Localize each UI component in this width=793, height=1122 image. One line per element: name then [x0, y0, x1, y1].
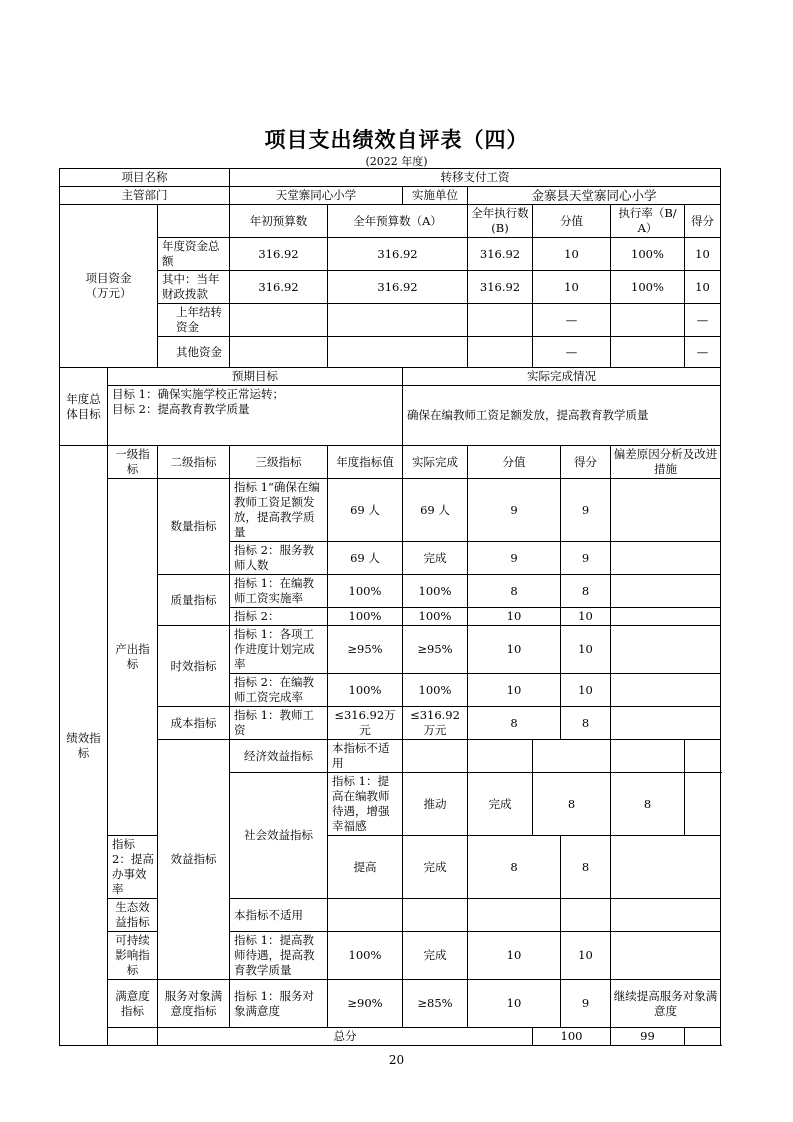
funds-header-annual: 全年预算数（A）	[328, 205, 468, 238]
indicator-actual: 100%	[403, 674, 468, 707]
indicator-text: 本指标不适用	[230, 899, 328, 932]
indicator-actual: 100%	[403, 608, 468, 626]
row-quality-1	[60, 575, 721, 608]
indicator-target	[403, 740, 468, 773]
indicator-actual: 完成	[468, 773, 533, 836]
level2-sustainable: 可持续影响指标	[108, 932, 158, 980]
perf-header-level2: 二级指标	[158, 446, 230, 479]
level2-timeliness: 时效指标	[158, 626, 230, 707]
indicator-text: 指标 1：提高教师待遇，提高教育教学质量	[230, 932, 328, 980]
indicator-value: 10	[468, 980, 561, 1028]
funds-executed	[468, 304, 533, 337]
indicator-value: 8	[468, 707, 561, 740]
total-note	[685, 1028, 721, 1046]
funds-header-rate: 执行率（B/A）	[611, 205, 685, 238]
perf-header-target: 年度指标值	[328, 446, 403, 479]
indicator-actual: 完成	[403, 542, 468, 575]
indicator-target: 100%	[328, 575, 403, 608]
level2-quality: 质量指标	[158, 575, 230, 626]
goals-expected-header: 预期目标	[108, 368, 403, 386]
dept-label: 主管部门	[60, 187, 230, 205]
indicator-note	[685, 773, 721, 836]
funds-executed: 316.92	[468, 238, 533, 271]
funds-row-label: 其中：当年财政拨款	[158, 271, 230, 304]
indicator-score	[561, 899, 611, 932]
row-funds-fiscal	[60, 271, 721, 304]
indicator-note	[611, 707, 721, 740]
indicator-value: 9	[468, 542, 561, 575]
goals-label: 年度总体目标	[60, 368, 108, 446]
unit-value: 金寨县天堂寨同心小学	[468, 187, 721, 205]
unit-label: 实施单位	[403, 187, 468, 205]
indicator-target: ≥95%	[328, 626, 403, 674]
indicator-note	[611, 575, 721, 608]
indicator-text: 指标 1“确保在编教师工资足额发放，提高教学质量	[230, 479, 328, 542]
indicator-actual: 100%	[403, 575, 468, 608]
indicator-score: 10	[561, 932, 611, 980]
perf-label: 绩效指标	[60, 446, 108, 1046]
indicator-target: ≥90%	[328, 980, 403, 1028]
indicator-note	[611, 626, 721, 674]
indicator-note	[611, 836, 721, 899]
performance-table	[59, 168, 721, 1046]
level2-quantity: 数量指标	[158, 479, 230, 575]
indicator-text: 指标 1：提高在编教师待遇，增强幸福感	[328, 773, 403, 836]
indicator-note	[611, 479, 721, 542]
level2-cost: 成本指标	[158, 707, 230, 740]
indicator-score: 10	[561, 608, 611, 626]
indicator-note	[611, 674, 721, 707]
funds-score: 10	[685, 238, 721, 271]
indicator-text: 指标 2：提高办事效率	[108, 836, 158, 899]
indicator-value	[468, 899, 561, 932]
funds-header-score-value: 分值	[533, 205, 611, 238]
indicator-score: 10	[561, 674, 611, 707]
funds-score-value: 10	[533, 238, 611, 271]
indicator-value: 8	[468, 575, 561, 608]
funds-header-initial: 年初预算数	[230, 205, 328, 238]
total-value: 100	[533, 1028, 611, 1046]
funds-row-label: 年度资金总额	[158, 238, 230, 271]
level1-satisfaction: 满意度指标	[108, 980, 158, 1028]
funds-header-blank	[158, 205, 230, 238]
indicator-actual: 69 人	[403, 479, 468, 542]
indicator-text: 指标 1：教师工资	[230, 707, 328, 740]
funds-rate	[611, 337, 685, 368]
row-perf-header	[60, 446, 721, 479]
indicator-actual: ≥85%	[403, 980, 468, 1028]
indicator-note	[611, 608, 721, 626]
perf-header-note: 偏差原因分析及改进措施	[611, 446, 721, 479]
indicator-value: 10	[468, 626, 561, 674]
indicator-target: 69 人	[328, 542, 403, 575]
report-year: (2022 年度)	[365, 155, 428, 168]
funds-annual: 316.92	[328, 271, 468, 304]
indicator-note	[685, 740, 721, 773]
indicator-value: 8	[533, 773, 611, 836]
level2-social: 社会效益指标	[230, 773, 328, 899]
row-timeliness-1	[60, 626, 721, 674]
row-project-name	[60, 169, 721, 187]
indicator-text: 指标 1：各项工作进度计划完成率	[230, 626, 328, 674]
goals-expected: 目标 1：确保实施学校正常运转； 目标 2：提高教育教学质量	[108, 386, 403, 446]
funds-initial	[230, 337, 328, 368]
funds-initial	[230, 304, 328, 337]
funds-annual: 316.92	[328, 238, 468, 271]
project-name-label: 项目名称	[60, 169, 230, 187]
indicator-text: 指标 1：服务对象满意度	[230, 980, 328, 1028]
funds-initial: 316.92	[230, 238, 328, 271]
level1-output: 产出指标	[108, 479, 158, 836]
indicator-value: 10	[468, 674, 561, 707]
funds-annual	[328, 337, 468, 368]
indicator-value: 8	[468, 836, 561, 899]
indicator-text: 指标 2：在编教师工资完成率	[230, 674, 328, 707]
dept-value: 天堂寨同心小学	[230, 187, 403, 205]
indicator-target: 提高	[328, 836, 403, 899]
perf-header-value: 分值	[468, 446, 561, 479]
row-funds-other	[60, 337, 721, 368]
funds-score-value: 10	[533, 271, 611, 304]
indicator-text: 指标 1：在编教师工资实施率	[230, 575, 328, 608]
funds-header-executed: 全年执行数(B)	[468, 205, 533, 238]
indicator-target	[328, 899, 403, 932]
funds-rate	[611, 304, 685, 337]
indicator-score: 9	[561, 479, 611, 542]
perf-header-level1: 一级指标	[108, 446, 158, 479]
row-goals-content	[60, 386, 721, 446]
indicator-score: 8	[561, 836, 611, 899]
indicator-score: 8	[561, 575, 611, 608]
funds-row-label: 上年结转资金	[158, 304, 230, 337]
indicator-value: 10	[468, 932, 561, 980]
indicator-note	[611, 542, 721, 575]
indicator-target: ≤316.92万元	[328, 707, 403, 740]
row-funds-total	[60, 238, 721, 271]
row-quantity-1	[60, 479, 721, 542]
funds-label: 项目资金 （万元）	[60, 205, 158, 368]
indicator-actual	[403, 899, 468, 932]
level2-ecological: 生态效益指标	[108, 899, 158, 932]
funds-rate: 100%	[611, 271, 685, 304]
funds-header-score: 得分	[685, 205, 721, 238]
perf-header-level3: 三级指标	[230, 446, 328, 479]
funds-score: —	[685, 337, 721, 368]
funds-executed: 316.92	[468, 271, 533, 304]
row-total	[60, 1028, 721, 1046]
indicator-target: 100%	[328, 674, 403, 707]
total-blank	[108, 1028, 158, 1046]
indicator-score: 9	[561, 980, 611, 1028]
page-title: 项目支出绩效自评表（四）	[264, 127, 529, 152]
funds-row-label: 其他资金	[158, 337, 230, 368]
page-number: 20	[388, 1053, 405, 1067]
indicator-score	[611, 740, 685, 773]
indicator-target: 100%	[328, 608, 403, 626]
funds-annual	[328, 304, 468, 337]
indicator-target: 69 人	[328, 479, 403, 542]
indicator-actual: 完成	[403, 932, 468, 980]
goals-actual: 确保在编教师工资足额发放，提高教育教学质量	[403, 386, 721, 446]
indicator-value: 9	[468, 479, 561, 542]
row-funds-carryover	[60, 304, 721, 337]
row-department	[60, 187, 721, 205]
indicator-score: 9	[561, 542, 611, 575]
funds-score-value: —	[533, 337, 611, 368]
indicator-score: 10	[561, 626, 611, 674]
funds-initial: 316.92	[230, 271, 328, 304]
total-score: 99	[611, 1028, 685, 1046]
indicator-target: 100%	[328, 932, 403, 980]
funds-score: —	[685, 304, 721, 337]
indicator-text: 指标 2：服务教师人数	[230, 542, 328, 575]
indicator-text: 指标 2：	[230, 608, 328, 626]
row-goals-header	[60, 368, 721, 386]
indicator-note: 继续提高服务对象满意度	[611, 980, 721, 1028]
total-label: 总分	[158, 1028, 533, 1046]
funds-executed	[468, 337, 533, 368]
indicator-target: 推动	[403, 773, 468, 836]
row-funds-header	[60, 205, 721, 238]
indicator-actual: 完成	[403, 836, 468, 899]
goals-actual-header: 实际完成情况	[403, 368, 721, 386]
row-satisfaction-1	[60, 980, 721, 1028]
indicator-value: 10	[468, 608, 561, 626]
indicator-note	[611, 932, 721, 980]
indicator-score: 8	[561, 707, 611, 740]
perf-header-actual: 实际完成	[403, 446, 468, 479]
level2-economic: 经济效益指标	[230, 740, 328, 773]
funds-rate: 100%	[611, 238, 685, 271]
funds-score-value: —	[533, 304, 611, 337]
indicator-text: 本指标不适用	[328, 740, 403, 773]
funds-score: 10	[685, 271, 721, 304]
indicator-actual: ≥95%	[403, 626, 468, 674]
indicator-note	[611, 899, 721, 932]
indicator-actual: ≤316.92万元	[403, 707, 468, 740]
project-name-value: 转移支付工资	[230, 169, 721, 187]
level1-benefit: 效益指标	[158, 740, 230, 980]
row-cost-1	[60, 707, 721, 740]
row-economic-1	[60, 740, 721, 773]
level2-service: 服务对象满意度指标	[158, 980, 230, 1028]
perf-header-score: 得分	[561, 446, 611, 479]
indicator-score: 8	[611, 773, 685, 836]
indicator-actual	[468, 740, 533, 773]
indicator-value	[533, 740, 611, 773]
